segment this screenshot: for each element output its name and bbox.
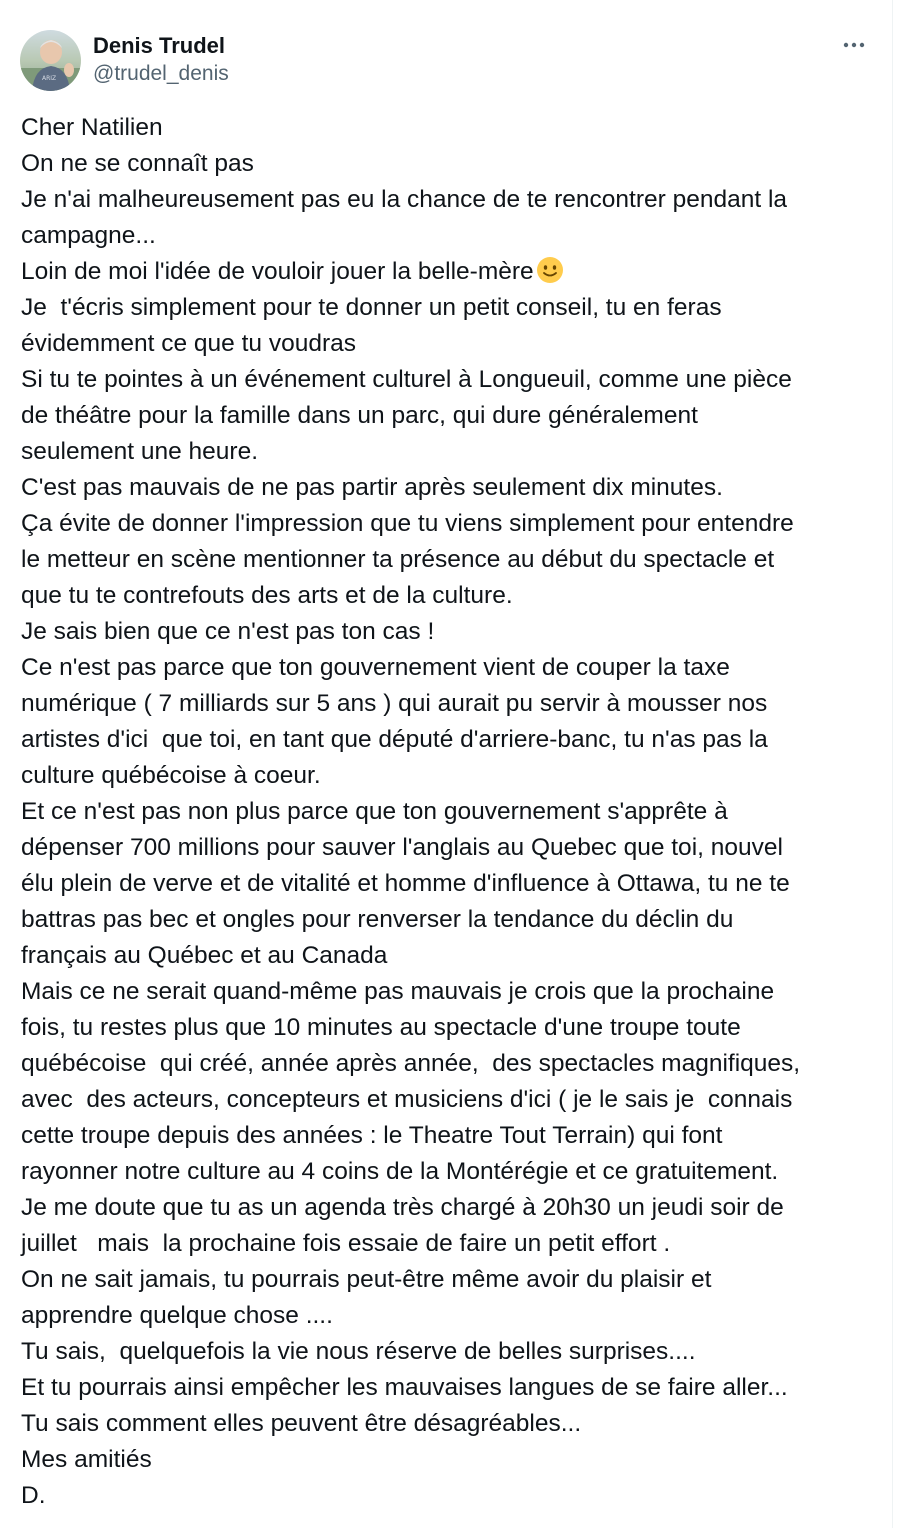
profile-photo-icon (20, 30, 81, 91)
tweet-line: Tu sais, quelquefois la vie nous réserve de belles surprises.... (21, 1338, 696, 1365)
tweet-line: C'est pas mauvais de ne pas partir après seulement dix minutes. (21, 474, 723, 501)
tweet-line: seulement une heure. (21, 438, 258, 465)
author-names (93, 32, 229, 88)
tweet-line: Je me doute que tu as un agenda très chargé à 20h30 un jeudi soir de (21, 1194, 784, 1221)
tweet-line: de théâtre pour la famille dans un parc, qui dure généralement (21, 402, 698, 429)
tweet-line: Et tu pourrais ainsi empêcher les mauvaises langues de se faire aller... (21, 1374, 788, 1401)
tweet-line-with-emoji (21, 254, 881, 290)
tweet-line: français au Québec et au Canada (21, 942, 388, 969)
tweet-line: Et ce n'est pas non plus parce que ton gouvernement s'apprête à (21, 798, 728, 825)
tweet-line: Ce n'est pas parce que ton gouvernement vient de couper la taxe (21, 654, 730, 681)
tweet-text (21, 110, 881, 1514)
tweet-line: Cher Natilien (21, 114, 163, 141)
tweet-line: artistes d'ici que toi, en tant que député d'arriere-banc, tu n'as pas la (21, 726, 768, 753)
tweet-line: Ça évite de donner l'impression que tu viens simplement pour entendre (21, 510, 794, 537)
tweet-line: élu plein de verve et de vitalité et homme d'influence à Ottawa, tu ne te (21, 870, 790, 897)
tweet-line: Tu sais comment elles peuvent être désagréables... (21, 1410, 582, 1437)
tweet-line-text: Loin de moi l'idée de vouloir jouer la belle-mère (21, 258, 534, 285)
tweet-line: évidemment ce que tu voudras (21, 330, 357, 357)
ellipsis-icon (842, 41, 866, 49)
tweet-line: Si tu te pointes à un événement culturel à Longueuil, comme une pièce (21, 366, 792, 393)
tweet-line: le metteur en scène mentionner ta présence au début du spectacle et (21, 546, 775, 573)
tweet-header (20, 30, 229, 91)
tweet-line: On ne sait jamais, tu pourrais peut-être même avoir du plaisir et (21, 1266, 712, 1293)
tweet-line: fois, tu restes plus que 10 minutes au spectacle d'une troupe toute (21, 1014, 741, 1041)
author-display-name[interactable]: Denis Trudel (93, 32, 226, 58)
tweet-line: On ne se connaît pas (21, 150, 254, 177)
avatar[interactable] (20, 30, 81, 91)
tweet-line: Je sais bien que ce n'est pas ton cas ! (21, 618, 435, 645)
tweet-line: rayonner notre culture au 4 coins de la Montérégie et ce gratuitement. (21, 1158, 779, 1185)
tweet-line: avec des acteurs, concepteurs et musiciens d'ici ( je le sais je connais (21, 1086, 793, 1113)
tweet-line: dépenser 700 millions pour sauver l'anglais au Quebec que toi, nouvel (21, 834, 783, 861)
more-options-button[interactable] (838, 30, 870, 60)
svg-text:ARIZ: ARIZ (42, 75, 57, 82)
tweet-line: cette troupe depuis des années : le Theatre Tout Terrain) qui font (21, 1122, 723, 1149)
tweet-line: D. (21, 1482, 46, 1509)
slightly-smiling-face-emoji-icon (536, 256, 564, 284)
tweet-line: Je t'écris simplement pour te donner un petit conseil, tu en feras (21, 294, 722, 321)
tweet-line: juillet mais la prochaine fois essaie de faire un petit effort . (21, 1230, 671, 1257)
tweet-line: campagne... (21, 222, 156, 249)
tweet-line: apprendre quelque chose .... (21, 1302, 333, 1329)
tweet-line: Je n'ai malheureusement pas eu la chance de te rencontrer pendant la (21, 186, 788, 213)
tweet-line: Mes amitiés (21, 1446, 152, 1473)
tweet-line: culture québécoise à coeur. (21, 762, 321, 789)
tweet-line: numérique ( 7 milliards sur 5 ans ) qui aurait pu servir à mousser nos (21, 690, 768, 717)
tweet-line: que tu te contrefouts des arts et de la culture. (21, 582, 513, 609)
author-handle[interactable]: @trudel_denis (93, 61, 229, 85)
tweet-line: Mais ce ne serait quand-même pas mauvais je crois que la prochaine (21, 978, 775, 1005)
tweet-line: battras pas bec et ongles pour renverser la tendance du déclin du (21, 906, 734, 933)
tweet-line: québécoise qui créé, année après année, des spectacles magnifiques, (21, 1050, 801, 1077)
